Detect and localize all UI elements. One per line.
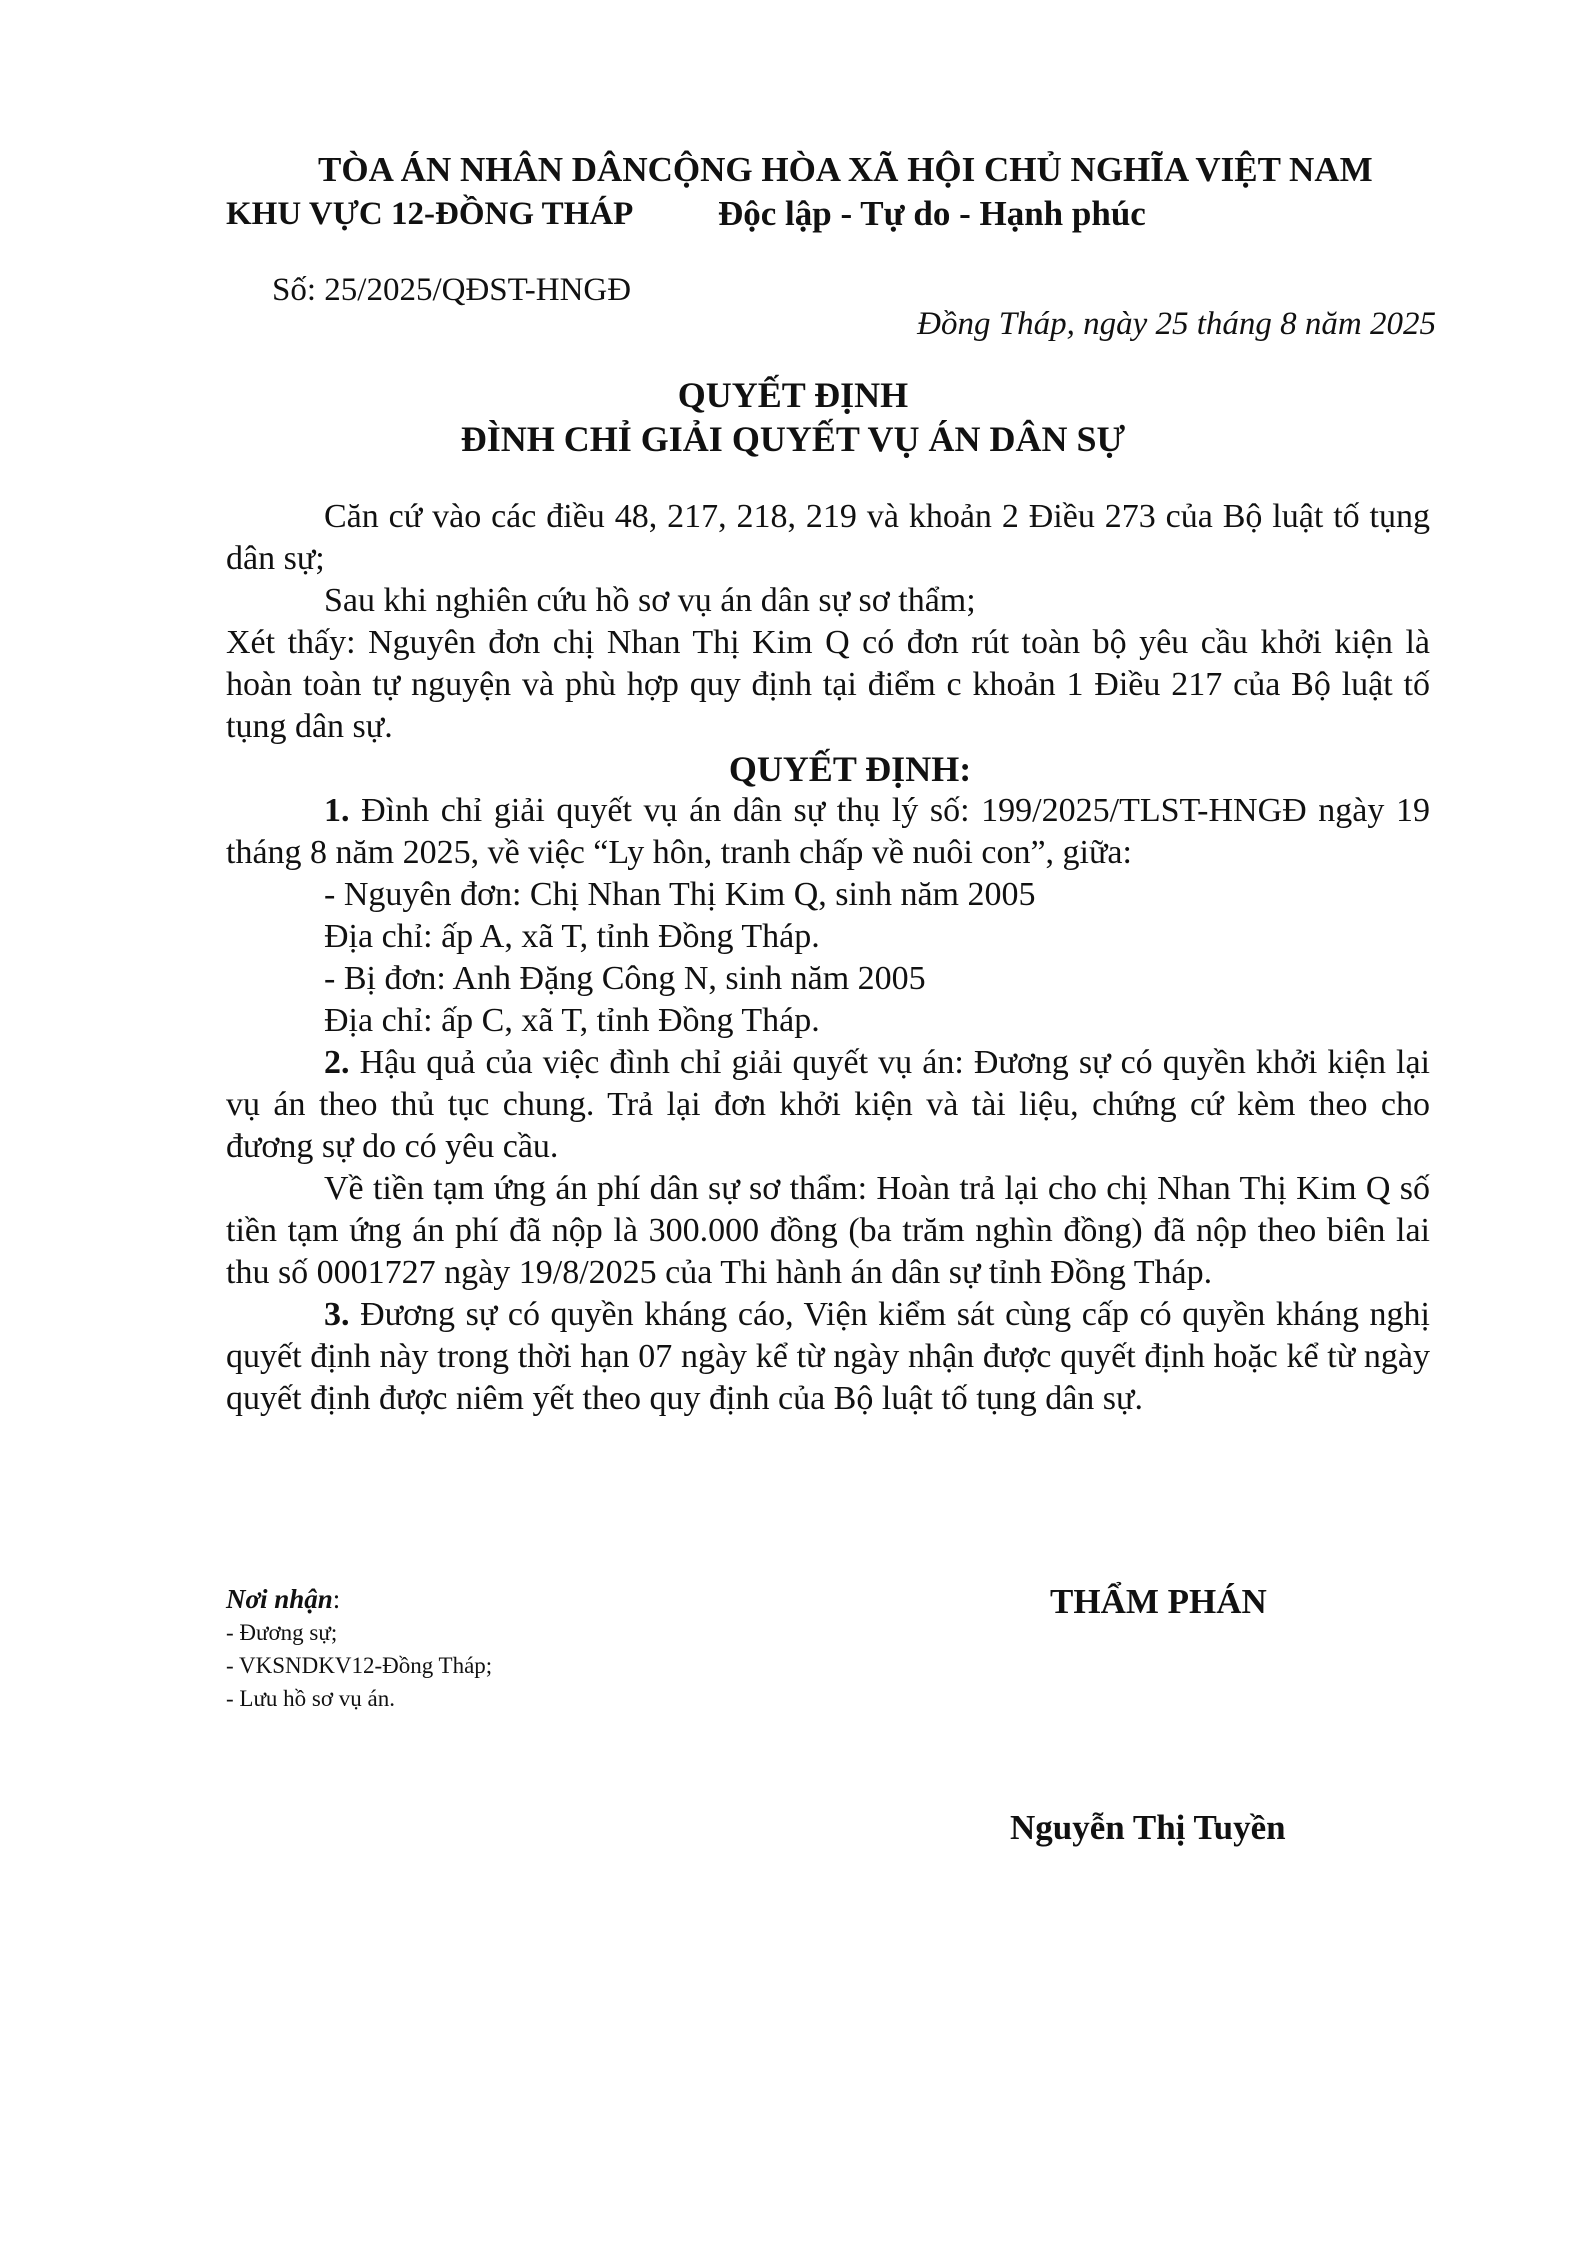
recipients-label-text: Nơi nhận — [226, 1584, 333, 1614]
document-subtitle: ĐÌNH CHỈ GIẢI QUYẾT VỤ ÁN DÂN SỰ — [460, 419, 1126, 459]
decision-heading: QUYẾT ĐỊNH: — [728, 749, 972, 789]
legal-basis: Căn cứ vào các điều 48, 217, 218, 219 và khoản 2 Điều 273 của Bộ luật tố tụng dân sự; — [226, 498, 1430, 577]
recipients-block — [226, 1582, 492, 1715]
defendant-address: Địa chỉ: ấp C, xã T, tỉnh Đồng Tháp. — [324, 1002, 820, 1039]
decision-item-3 — [226, 1294, 1430, 1420]
national-motto: Độc lập - Tự do - Hạnh phúc — [718, 194, 1146, 233]
decision-item-1 — [226, 790, 1430, 874]
item-number: 1. — [324, 792, 350, 829]
item-text: Hậu quả của việc đình chỉ giải quyết vụ án: Đương sự có quyền khởi kiện lại vụ án theo thủ tục chung. Trả lại đơn khởi kiện và tài liệu, chứng cứ kèm theo cho đương sự do có yêu cầu. — [226, 1044, 1430, 1165]
plaintiff: - Nguyên đơn: Chị Nhan Thị Kim Q, sinh năm 2005 — [324, 876, 1036, 913]
plaintiff-address: Địa chỉ: ấp A, xã T, tỉnh Đồng Tháp. — [324, 918, 820, 955]
signer-name: Nguyễn Thị Tuyền — [1010, 1808, 1286, 1847]
item-number: 3. — [324, 1296, 350, 1333]
nation-name: CỘNG HÒA XÃ HỘI CHỦ NGHĨA VIỆT NAM — [647, 150, 1373, 189]
item-number: 2. — [324, 1044, 350, 1081]
recipient-item: - Lưu hồ sơ vụ án. — [226, 1686, 395, 1711]
document-number: Số: 25/2025/QĐST-HNGĐ — [272, 272, 632, 308]
recipients-label-colon: : — [332, 1584, 341, 1614]
fee-refund: Về tiền tạm ứng án phí dân sự sơ thẩm: Hoàn trả lại cho chị Nhan Thị Kim Q số tiền tạm ứng án phí đã nộp là 300.000 đồng (ba trăm nghìn đồng) đã nộp theo biên lai thu số 0001727 ngày 19/8/2025 của Thi hành án dân sự tỉnh Đồng Tháp. — [226, 1170, 1430, 1291]
defendant: - Bị đơn: Anh Đặng Công N, sinh năm 2005 — [324, 960, 926, 997]
decision-item-2 — [226, 1042, 1430, 1168]
study-statement: Sau khi nghiên cứu hồ sơ vụ án dân sự sơ thẩm; — [324, 582, 976, 619]
recipient-item: - VKSNDKV12-Đồng Tháp; — [226, 1653, 493, 1678]
item-text: Đình chỉ giải quyết vụ án dân sự thụ lý số: 199/2025/TLST-HNGĐ ngày 19 tháng 8 năm 2025, về việc “Ly hôn, tranh chấp về nuôi con”, giữa: — [226, 792, 1430, 871]
document-title: QUYẾT ĐỊNH — [677, 375, 909, 415]
recipient-item: - Đương sự; — [226, 1620, 338, 1645]
document-body — [226, 496, 1430, 1420]
document-date: Đồng Tháp, ngày 25 tháng 8 năm 2025 — [917, 306, 1436, 342]
recipients-label — [226, 1582, 492, 1616]
court-name: TÒA ÁN NHÂN DÂN — [318, 150, 648, 189]
consideration: Xét thấy: Nguyên đơn chị Nhan Thị Kim Q có đơn rút toàn bộ yêu cầu khởi kiện là hoàn toàn tự nguyện và phù hợp quy định tại điểm c khoản 1 Điều 217 của Bộ luật tố tụng dân sự. — [226, 624, 1430, 745]
item-text: Đương sự có quyền kháng cáo, Viện kiểm sát cùng cấp có quyền kháng nghị quyết định này trong thời hạn 07 ngày kể từ ngày nhận được quyết định hoặc kể từ ngày quyết định được niêm yết theo quy định của Bộ luật tố tụng dân sự. — [226, 1296, 1430, 1417]
signer-title: THẨM PHÁN — [1050, 1582, 1267, 1621]
header-line1 — [318, 150, 1373, 190]
court-district: KHU VỰC 12-ĐỒNG THÁP — [226, 196, 634, 232]
